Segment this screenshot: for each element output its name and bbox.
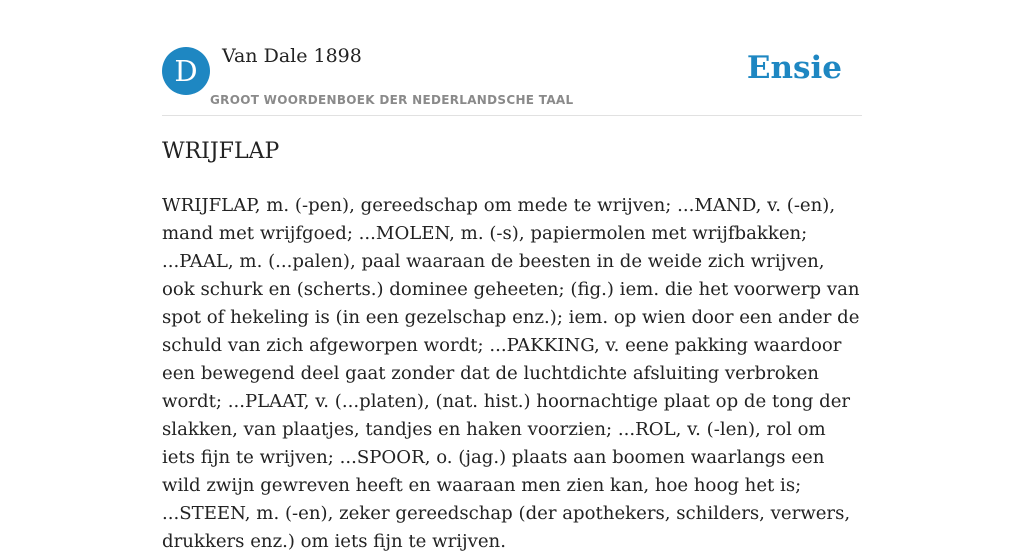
source-logo[interactable]: D — [162, 47, 210, 95]
entry-definition: WRIJFLAP, m. (-pen), gereedschap om mede te wrijven; ...MAND, v. (-en), mand met wrijfgoed; ...MOLEN, m. (-s), papiermolen met wrijfbakken; ...PAAL, m. (...palen), paal waaraan de beesten in de weide zich wrijven, ook schurk en (scherts.) dominee geheeten; (fig.) iem. die het voorwerp van spot of hekeling is (in een gezelschap enz.); iem. op wien door een ander de schuld van zich afgeworpen wordt; ...PAKKING, v. eene pakking waardoor een bewegend deel gaat zonder dat de luchtdichte afsluiting verbroken wordt; ...PLAAT, v. (...platen), (nat. hist.) hoornachtige plaat op de tong der slakken, van plaatjes, tandjes en haken voorzien; ...ROL, v. (-len), rol om iets fijn te wrijven; ...SPOOR, o. (jag.) plaats aan boomen waarlangs een wild zwijn gewreven heeft en waaraan men zien kan, hoe hoog het is; ...STEEN, m. (-en), zeker gereedschap (der apothekers, schilders, verwers, drukkers enz.) om iets fijn te wrijven. — [162, 195, 860, 552]
entry-title: WRIJFLAP — [162, 139, 280, 164]
source-subtitle: GROOT WOORDENBOEK DER NEDERLANDSCHE TAAL — [210, 93, 574, 107]
ensie-brand-logo[interactable]: Ensie — [746, 50, 842, 86]
source-header — [162, 0, 862, 116]
page-container — [162, 0, 862, 552]
source-title-link[interactable]: Van Dale 1898 — [222, 45, 362, 67]
